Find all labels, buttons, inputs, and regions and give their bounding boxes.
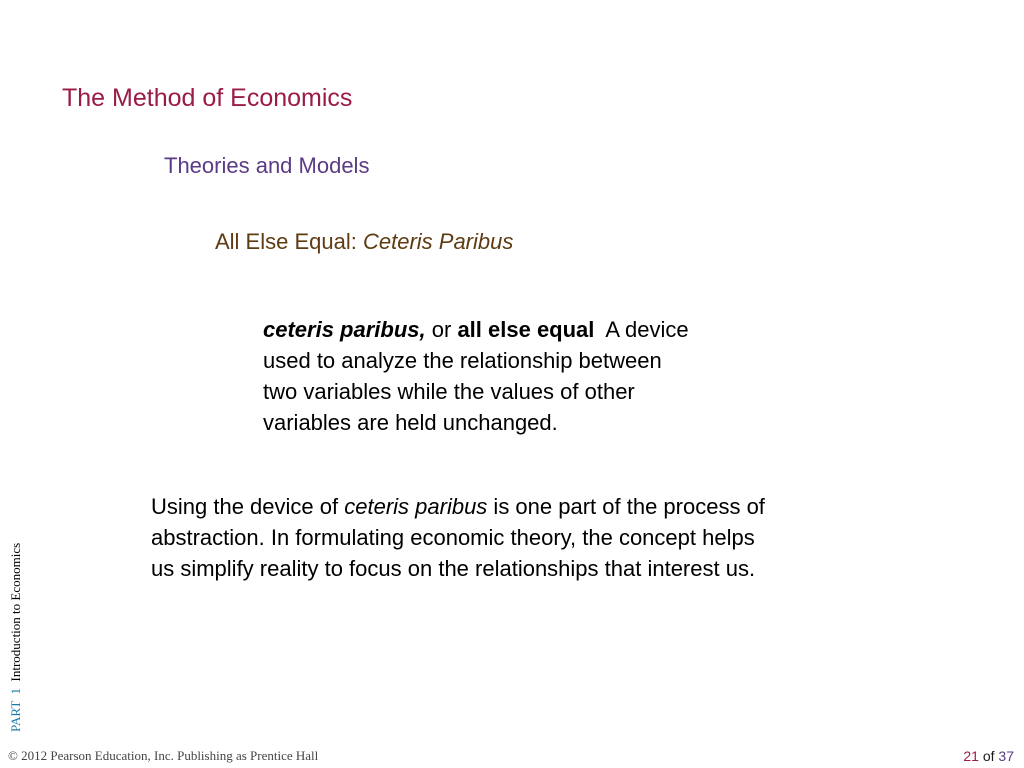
section-heading: [215, 229, 513, 255]
body-line-1-after: is one part of the process of: [487, 494, 765, 519]
definition-line-2: used to analyze the relationship between: [263, 348, 662, 373]
body-line-1-italic: ceteris paribus: [344, 494, 488, 519]
body-line-1-before: Using the device of: [151, 494, 345, 519]
definition-block: [263, 314, 783, 438]
section-heading-prefix: All Else Equal:: [215, 229, 363, 254]
body-line-2: abstraction. In formulating economic theory, the concept helps: [151, 525, 755, 550]
definition-connector: or: [425, 317, 458, 342]
page-counter: [963, 748, 1014, 764]
slide-title: The Method of Economics: [62, 84, 353, 112]
body-line-3: us simplify reality to focus on the relationships that interest us.: [151, 556, 756, 581]
definition-line-4: variables are held unchanged.: [263, 410, 558, 435]
sidebar-section-label: [8, 543, 24, 732]
definition-term: ceteris paribus,: [263, 317, 426, 342]
page-separator: of: [978, 748, 999, 764]
definition-line-1: [263, 314, 783, 345]
body-paragraph: [151, 491, 911, 584]
slide-subtitle: Theories and Models: [164, 153, 370, 178]
definition-line-3: two variables while the values of other: [263, 379, 635, 404]
definition-line-1-rest: A device: [594, 317, 689, 342]
body-line-1: [151, 491, 911, 522]
footer-copyright: © 2012 Pearson Education, Inc. Publishing as Prentice Hall: [8, 748, 319, 763]
definition-alt-term: all else equal: [457, 317, 595, 342]
section-heading-term: Ceteris Paribus: [362, 229, 514, 254]
sidebar-part-label: PART 1: [8, 687, 23, 732]
page-current: 21: [963, 748, 979, 764]
sidebar-section-name: Introduction to Economics: [8, 542, 23, 682]
page-total: 37: [998, 748, 1014, 764]
